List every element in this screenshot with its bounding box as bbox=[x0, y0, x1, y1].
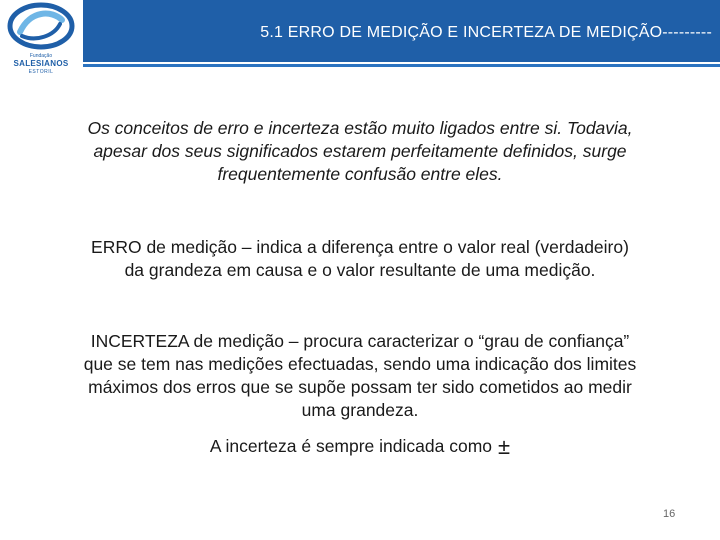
logo-subtitle: ESTORIL bbox=[28, 69, 54, 75]
paragraph-erro: ERRO de medição – indica a diferença entre o valor real (verdadeiro) da grandeza em causa e o valor resultante de uma medição. bbox=[91, 237, 629, 280]
header-band bbox=[83, 0, 720, 62]
logo bbox=[0, 0, 82, 80]
header-rule bbox=[83, 64, 720, 67]
logo-small-text: Fundação bbox=[29, 53, 53, 59]
logo-brand: SALESIANOS bbox=[13, 59, 69, 68]
slide-title: 5.1 ERRO DE MEDIÇÃO E INCERTEZA DE MEDIÇÃO--------- bbox=[260, 24, 712, 41]
paragraph-concepts: Os conceitos de erro e incerteza estão muito ligados entre si. Todavia, apesar dos seus significados estarem perfeitamente definidos, surge frequentemente confusão entre eles. bbox=[87, 118, 633, 184]
indicated-text: A incerteza é sempre indicada como bbox=[209, 436, 492, 456]
paragraph-incerteza: INCERTEZA de medição – procura caracterizar o “grau de confiança” que se tem nas medições efectuadas, sendo uma indicação dos limites máximos dos erros que se supõe possam ter sido cometidos ao medir uma grandeza. bbox=[83, 331, 637, 420]
paragraph-indicated bbox=[80, 435, 640, 458]
salesianos-logo-icon bbox=[6, 2, 76, 52]
plus-minus-symbol: ± bbox=[498, 434, 511, 459]
page-number: 16 bbox=[663, 508, 676, 520]
